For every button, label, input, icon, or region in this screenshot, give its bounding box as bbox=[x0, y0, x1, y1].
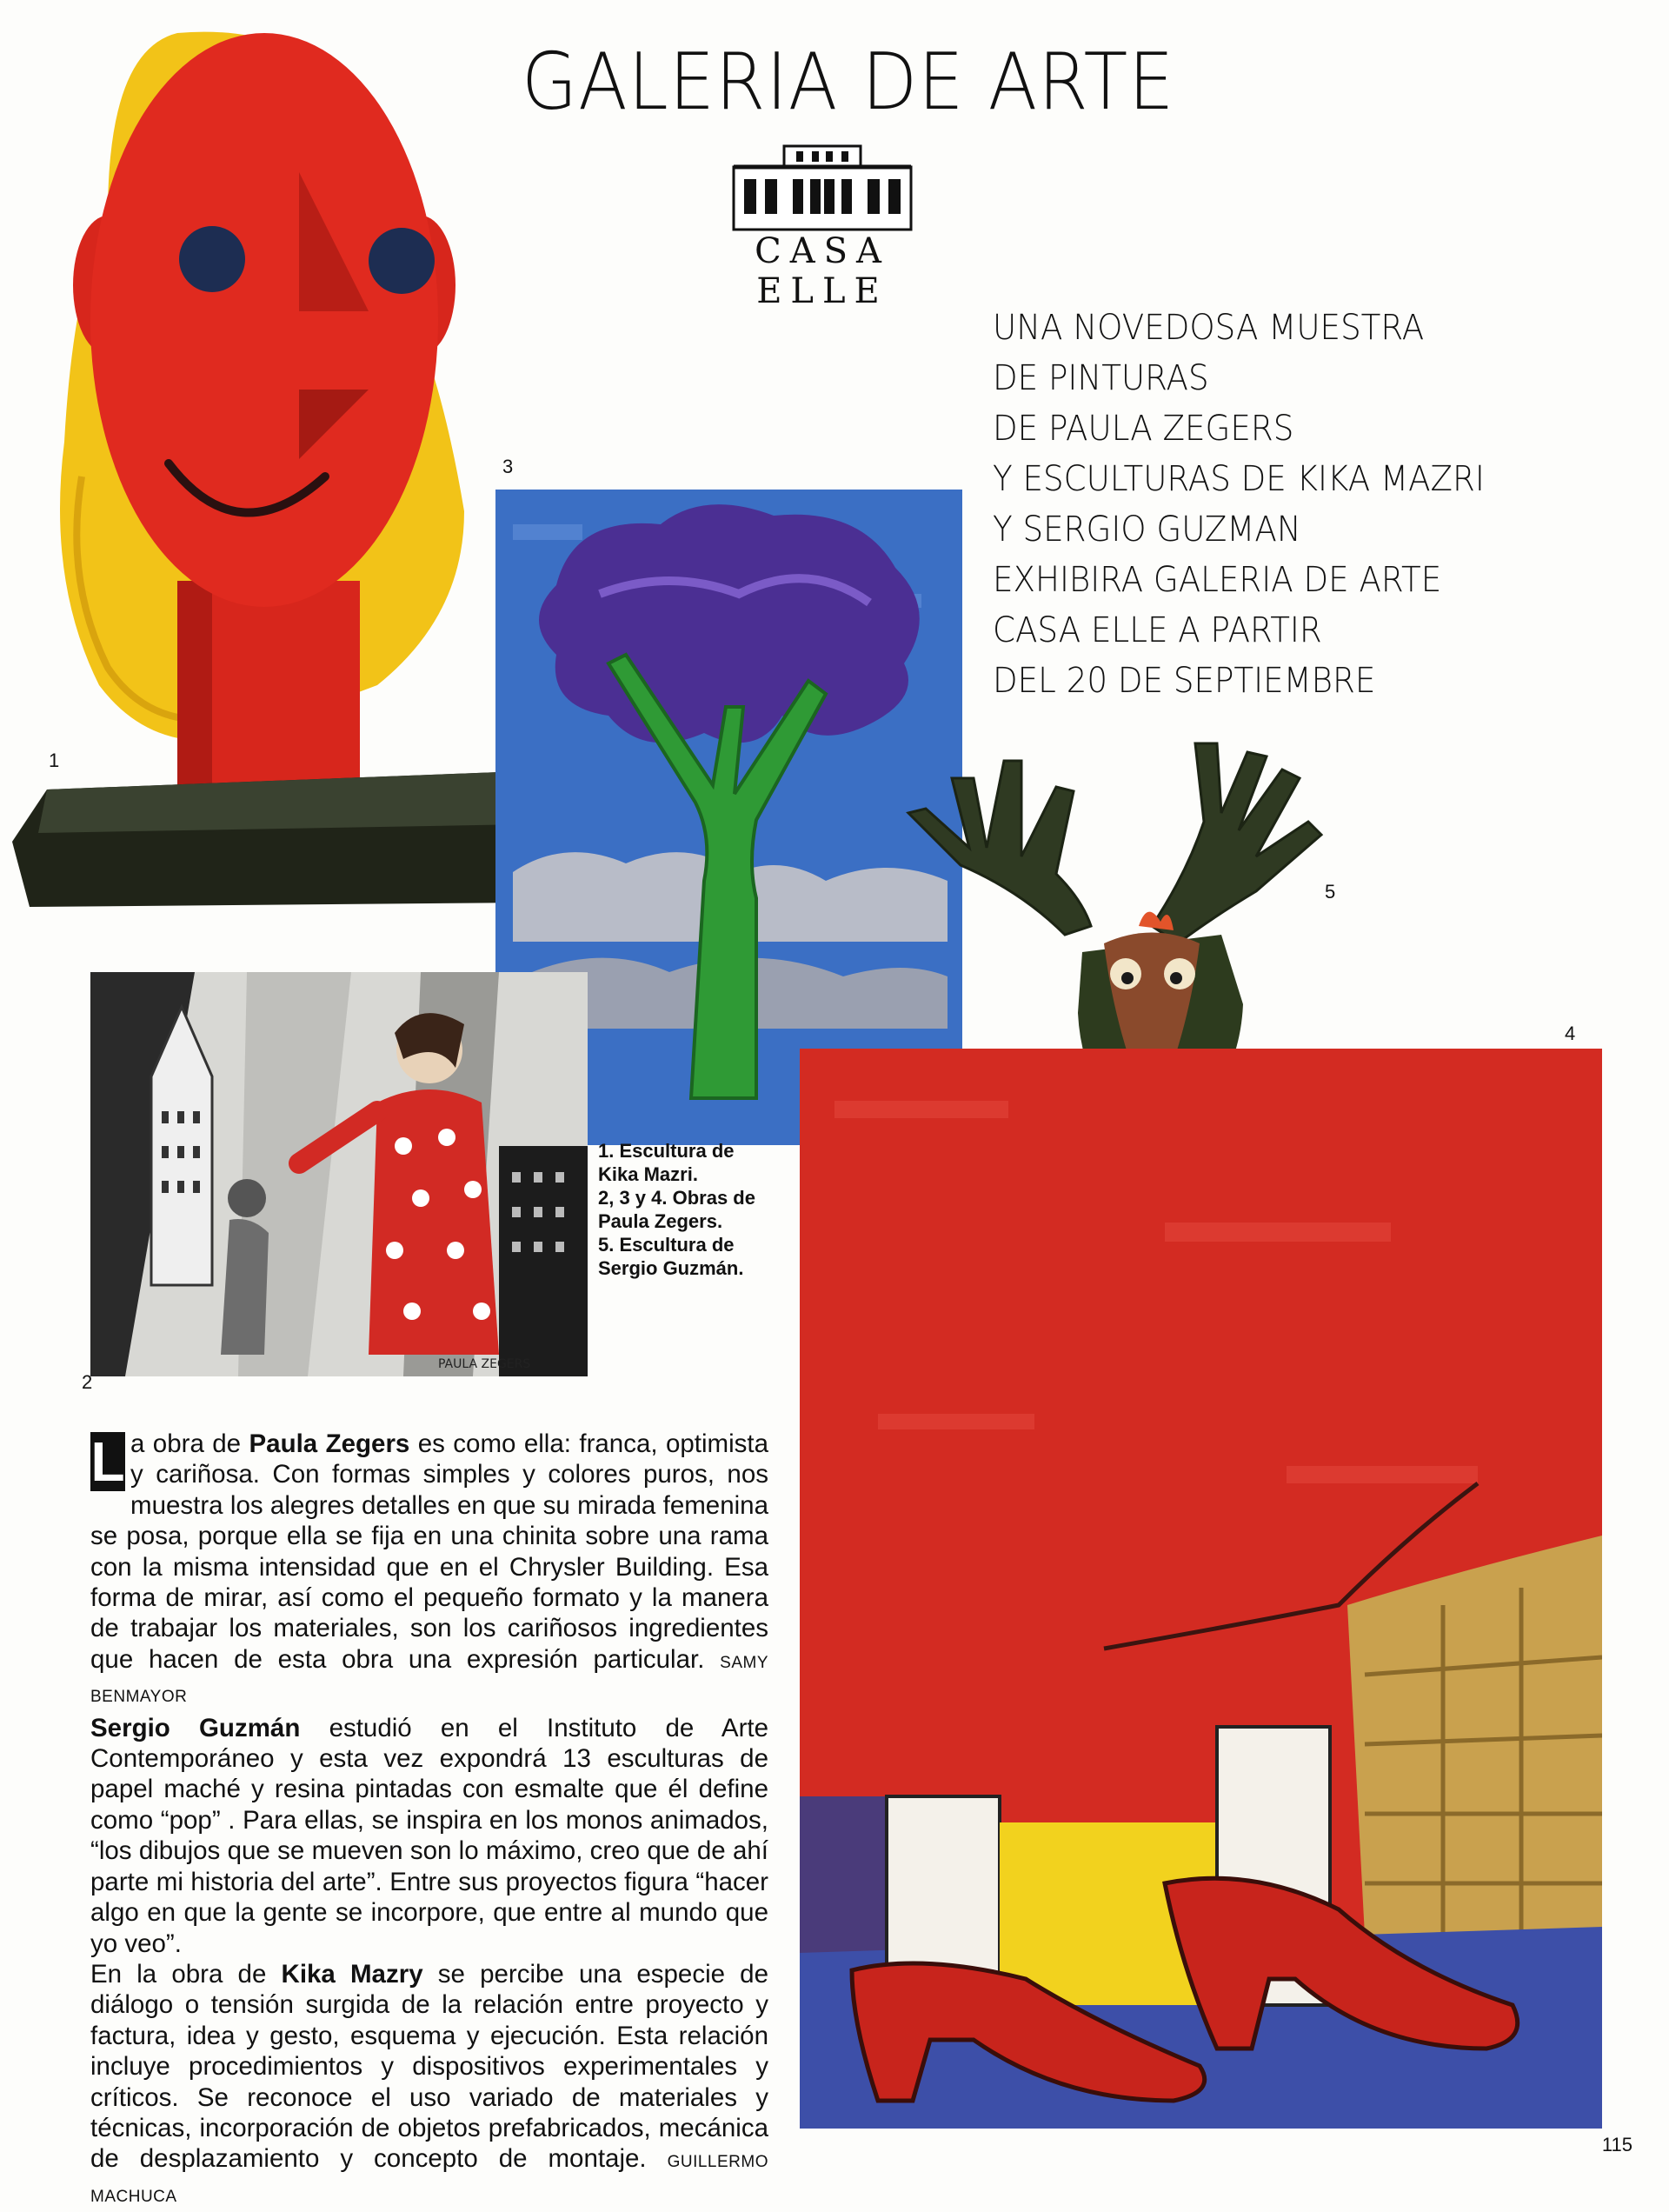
artist-name: Kika Mazry bbox=[281, 1959, 423, 1989]
figure-caption bbox=[598, 1139, 772, 1280]
intro-line: Y ESCULTURAS DE KIKA MAZRI bbox=[993, 459, 1485, 499]
intro-line: EXHIBIRA GALERIA DE ARTE bbox=[993, 560, 1442, 600]
caption-line: Sergio Guzmán. bbox=[598, 1257, 744, 1279]
figure-number-1: 1 bbox=[49, 750, 60, 771]
artist-name: Paula Zegers bbox=[249, 1429, 410, 1458]
figure-number-3: 3 bbox=[502, 456, 514, 477]
article-paragraph-2 bbox=[90, 1713, 768, 1959]
article-body bbox=[90, 1429, 768, 2212]
intro-line: DEL 20 DE SEPTIEMBRE bbox=[993, 661, 1376, 701]
intro-line: CASA ELLE A PARTIR bbox=[993, 610, 1322, 650]
article-paragraph-1 bbox=[90, 1429, 768, 1713]
house-icon bbox=[732, 141, 913, 231]
intro-line: DE PINTURAS bbox=[993, 358, 1209, 398]
sculpture-head-image bbox=[12, 24, 542, 911]
paragraph-text: En la obra de bbox=[90, 1959, 282, 1989]
paragraph-text: es como ella: franca, optimista y cariñosa. Con formas simples y colores puros, nos muestra los alegres detalles en que su mirada femenina se posa, porque ella se fija en una chinita sobre una rama con la misma intensidad que en el Chrysler Building. Esa forma de mirar, así como el pequeño formato y la manera de trabajar los materiales, son los cariñosos ingredientes que hacen de esta obra una expresión particular. bbox=[90, 1429, 769, 1674]
caption-line: 5. Escultura de bbox=[598, 1234, 735, 1256]
caption-line: Paula Zegers. bbox=[598, 1210, 723, 1232]
intro-text bbox=[993, 303, 1485, 706]
page-title: GALERIA DE ARTE bbox=[522, 37, 1175, 128]
red-shoes-painting-image bbox=[800, 1049, 1602, 2129]
byline: SAMY BENMAYOR bbox=[90, 1653, 768, 1707]
drop-cap: L bbox=[90, 1430, 125, 1493]
paragraph-text: estudió en el Instituto de Arte Contemporáneo y esta vez expondrá 13 esculturas de papel maché y resina pintadas con esmalte que él define como “pop” . Para ellas, se inspira en los monos animados, “los dibujos que se mueven son lo máximo, creo que de ahí parte mi historia del arte”. Entre sus proyectos figura “hacer algo en que la gente se incorpore, que entre al mundo que yo veo”. bbox=[90, 1713, 769, 1958]
caption-line: Kika Mazri. bbox=[598, 1163, 698, 1185]
article-paragraph-3 bbox=[90, 1959, 768, 2212]
intro-line: Y SERGIO GUZMAN bbox=[993, 510, 1301, 550]
intro-line: UNA NOVEDOSA MUESTRA bbox=[993, 308, 1425, 348]
casa-elle-logo bbox=[732, 141, 913, 311]
page-number: 115 bbox=[1601, 2134, 1632, 2155]
artist-name: Sergio Guzmán bbox=[90, 1713, 301, 1742]
paragraph-text: a obra de bbox=[130, 1429, 249, 1458]
byline: GUILLERMO MACHUCA bbox=[90, 2153, 768, 2206]
figure-number-4: 4 bbox=[1565, 1023, 1576, 1044]
caption-line: 2, 3 y 4. Obras de bbox=[598, 1187, 755, 1209]
caption-line: 1. Escultura de bbox=[598, 1140, 735, 1162]
intro-line: DE PAULA ZEGERS bbox=[993, 409, 1294, 449]
painting-signature: PAULA ZEGERS bbox=[438, 1357, 531, 1371]
figure-number-2: 2 bbox=[82, 1371, 93, 1393]
logo-text: CASA ELLE bbox=[755, 231, 890, 311]
figure-number-5: 5 bbox=[1325, 881, 1336, 903]
paragraph-text: se percibe una especie de diálogo o tensión surgida de la relación entre proyecto y factura, idea y gesto, esquema y ejecución. Esta relación incluye procedimientos y dispositivos experimentales y críticos. Se reconoce el uso variado de materiales y técnicas, incorporación de objetos prefabricados, mecánica de desplazamiento y concepto de montaje. bbox=[90, 1959, 768, 2174]
city-painting-image bbox=[90, 972, 588, 1376]
